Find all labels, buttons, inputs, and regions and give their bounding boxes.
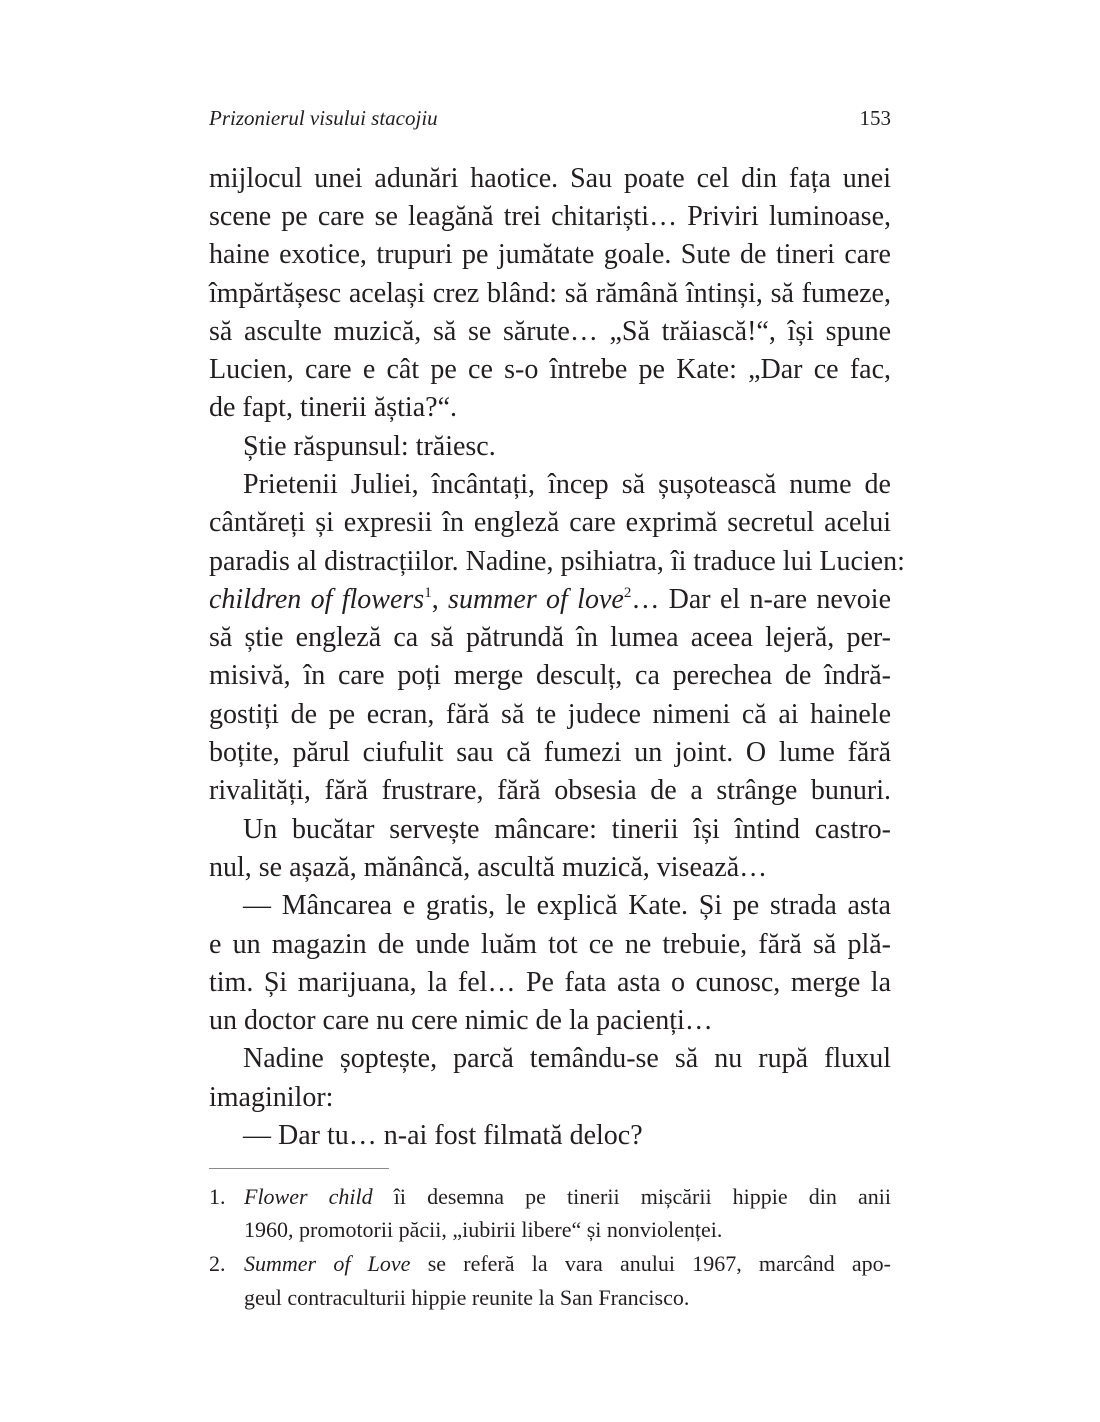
footnote-term: Flower child — [244, 1184, 373, 1209]
footnote-text: îi desemna pe tinerii mișcării hippie din anii — [372, 1184, 891, 1209]
body-line: tim. Și marijuana, la fel… Pe fata asta o cunosc, merge la — [209, 967, 891, 998]
body-line: un doctor care nu cere nimic de la pacienți… — [209, 1005, 713, 1036]
body-line: haine exotice, trupuri pe jumătate goale. Sute de tineri care — [209, 239, 891, 270]
body-line: Știe răspunsul: trăiesc. — [243, 431, 496, 462]
body-line: gostiți de pe ecran, fără să te judece nimeni că ai hainele — [209, 699, 891, 730]
footnote-number: 2. — [209, 1251, 226, 1276]
body-line: să asculte muzică, să se sărute… „Să trăiască!“, își spune — [209, 316, 891, 347]
body-line: imaginilor: — [209, 1082, 334, 1113]
body-line: e un magazin de unde luăm tot ce ne trebuie, fără să plă- — [209, 929, 891, 960]
body-line: rivalități, fără frustrare, fără obsesia de a strânge bunuri. — [209, 775, 891, 806]
body-line: — Mâncarea e gratis, le explică Kate. Și pe strada asta — [243, 890, 891, 921]
body-line: boțite, părul ciufulit sau că fumezi un joint. O lume fără — [209, 737, 891, 768]
body-line: nul, se așază, mănâncă, ascultă muzică, visează… — [209, 852, 768, 883]
body-line: Nadine șoptește, parcă temându-se să nu rupă fluxul — [243, 1043, 891, 1074]
footnote-text: se referă la vara anului 1967, marcând apo- — [410, 1251, 891, 1276]
body-line: Lucien, care e cât pe ce s-o întrebe pe Kate: „Dar ce fac, — [209, 354, 891, 385]
body-line: paradis al distracțiilor. Nadine, psihiatra, îi traduce lui Lucien: — [209, 546, 905, 577]
italic-term: children of flowers — [209, 584, 425, 615]
body-line: — Dar tu… n-ai fost filmată deloc? — [243, 1120, 643, 1151]
body-line: împărtășesc același crez blând: să rămână întinși, să fumeze, — [209, 278, 891, 309]
footnote-2 — [209, 1247, 891, 1280]
footnote-2-cont: geul contraculturii hippie reunite la San Francisco. — [244, 1285, 690, 1310]
body-line: scene pe care se leagănă trei chitariști… Priviri luminoase, — [209, 201, 891, 232]
footnote-ref[interactable]: 1 — [424, 585, 432, 601]
line-rest: … Dar el n-are nevoie — [631, 584, 891, 615]
page-number: 153 — [859, 106, 891, 130]
body-line-with-footnote-refs — [209, 581, 891, 619]
body-line: misivă, în care poți merge desculț, ca perechea de îndră- — [209, 660, 891, 691]
footnote-1 — [209, 1180, 891, 1213]
body-line: să știe engleză ca să pătrundă în lumea aceea lejeră, per- — [209, 622, 891, 653]
body-line: de fapt, tinerii ăștia?“. — [209, 392, 457, 423]
footnote-1-cont: 1960, promotorii păcii, „iubirii libere“ și nonviolenței. — [244, 1217, 723, 1242]
body-line: Un bucătar servește mâncare: tinerii își întind castro- — [243, 814, 891, 845]
footnote-number: 1. — [209, 1184, 226, 1209]
footnote-ref[interactable]: 2 — [623, 585, 632, 601]
footnote-term: Summer of Love — [244, 1251, 411, 1276]
footnote-divider — [209, 1168, 389, 1169]
italic-term: summer of love — [448, 584, 624, 615]
body-line: mijlocul unei adunări haotice. Sau poate cel din fața unei — [209, 163, 891, 194]
separator: , — [431, 584, 449, 615]
body-line: Prietenii Juliei, încântați, încep să șușotească nume de — [243, 469, 891, 500]
running-title: Prizonierul visului stacojiu — [209, 106, 438, 130]
body-line: cântăreți și expresii în engleză care exprimă secretul acelui — [209, 507, 891, 538]
